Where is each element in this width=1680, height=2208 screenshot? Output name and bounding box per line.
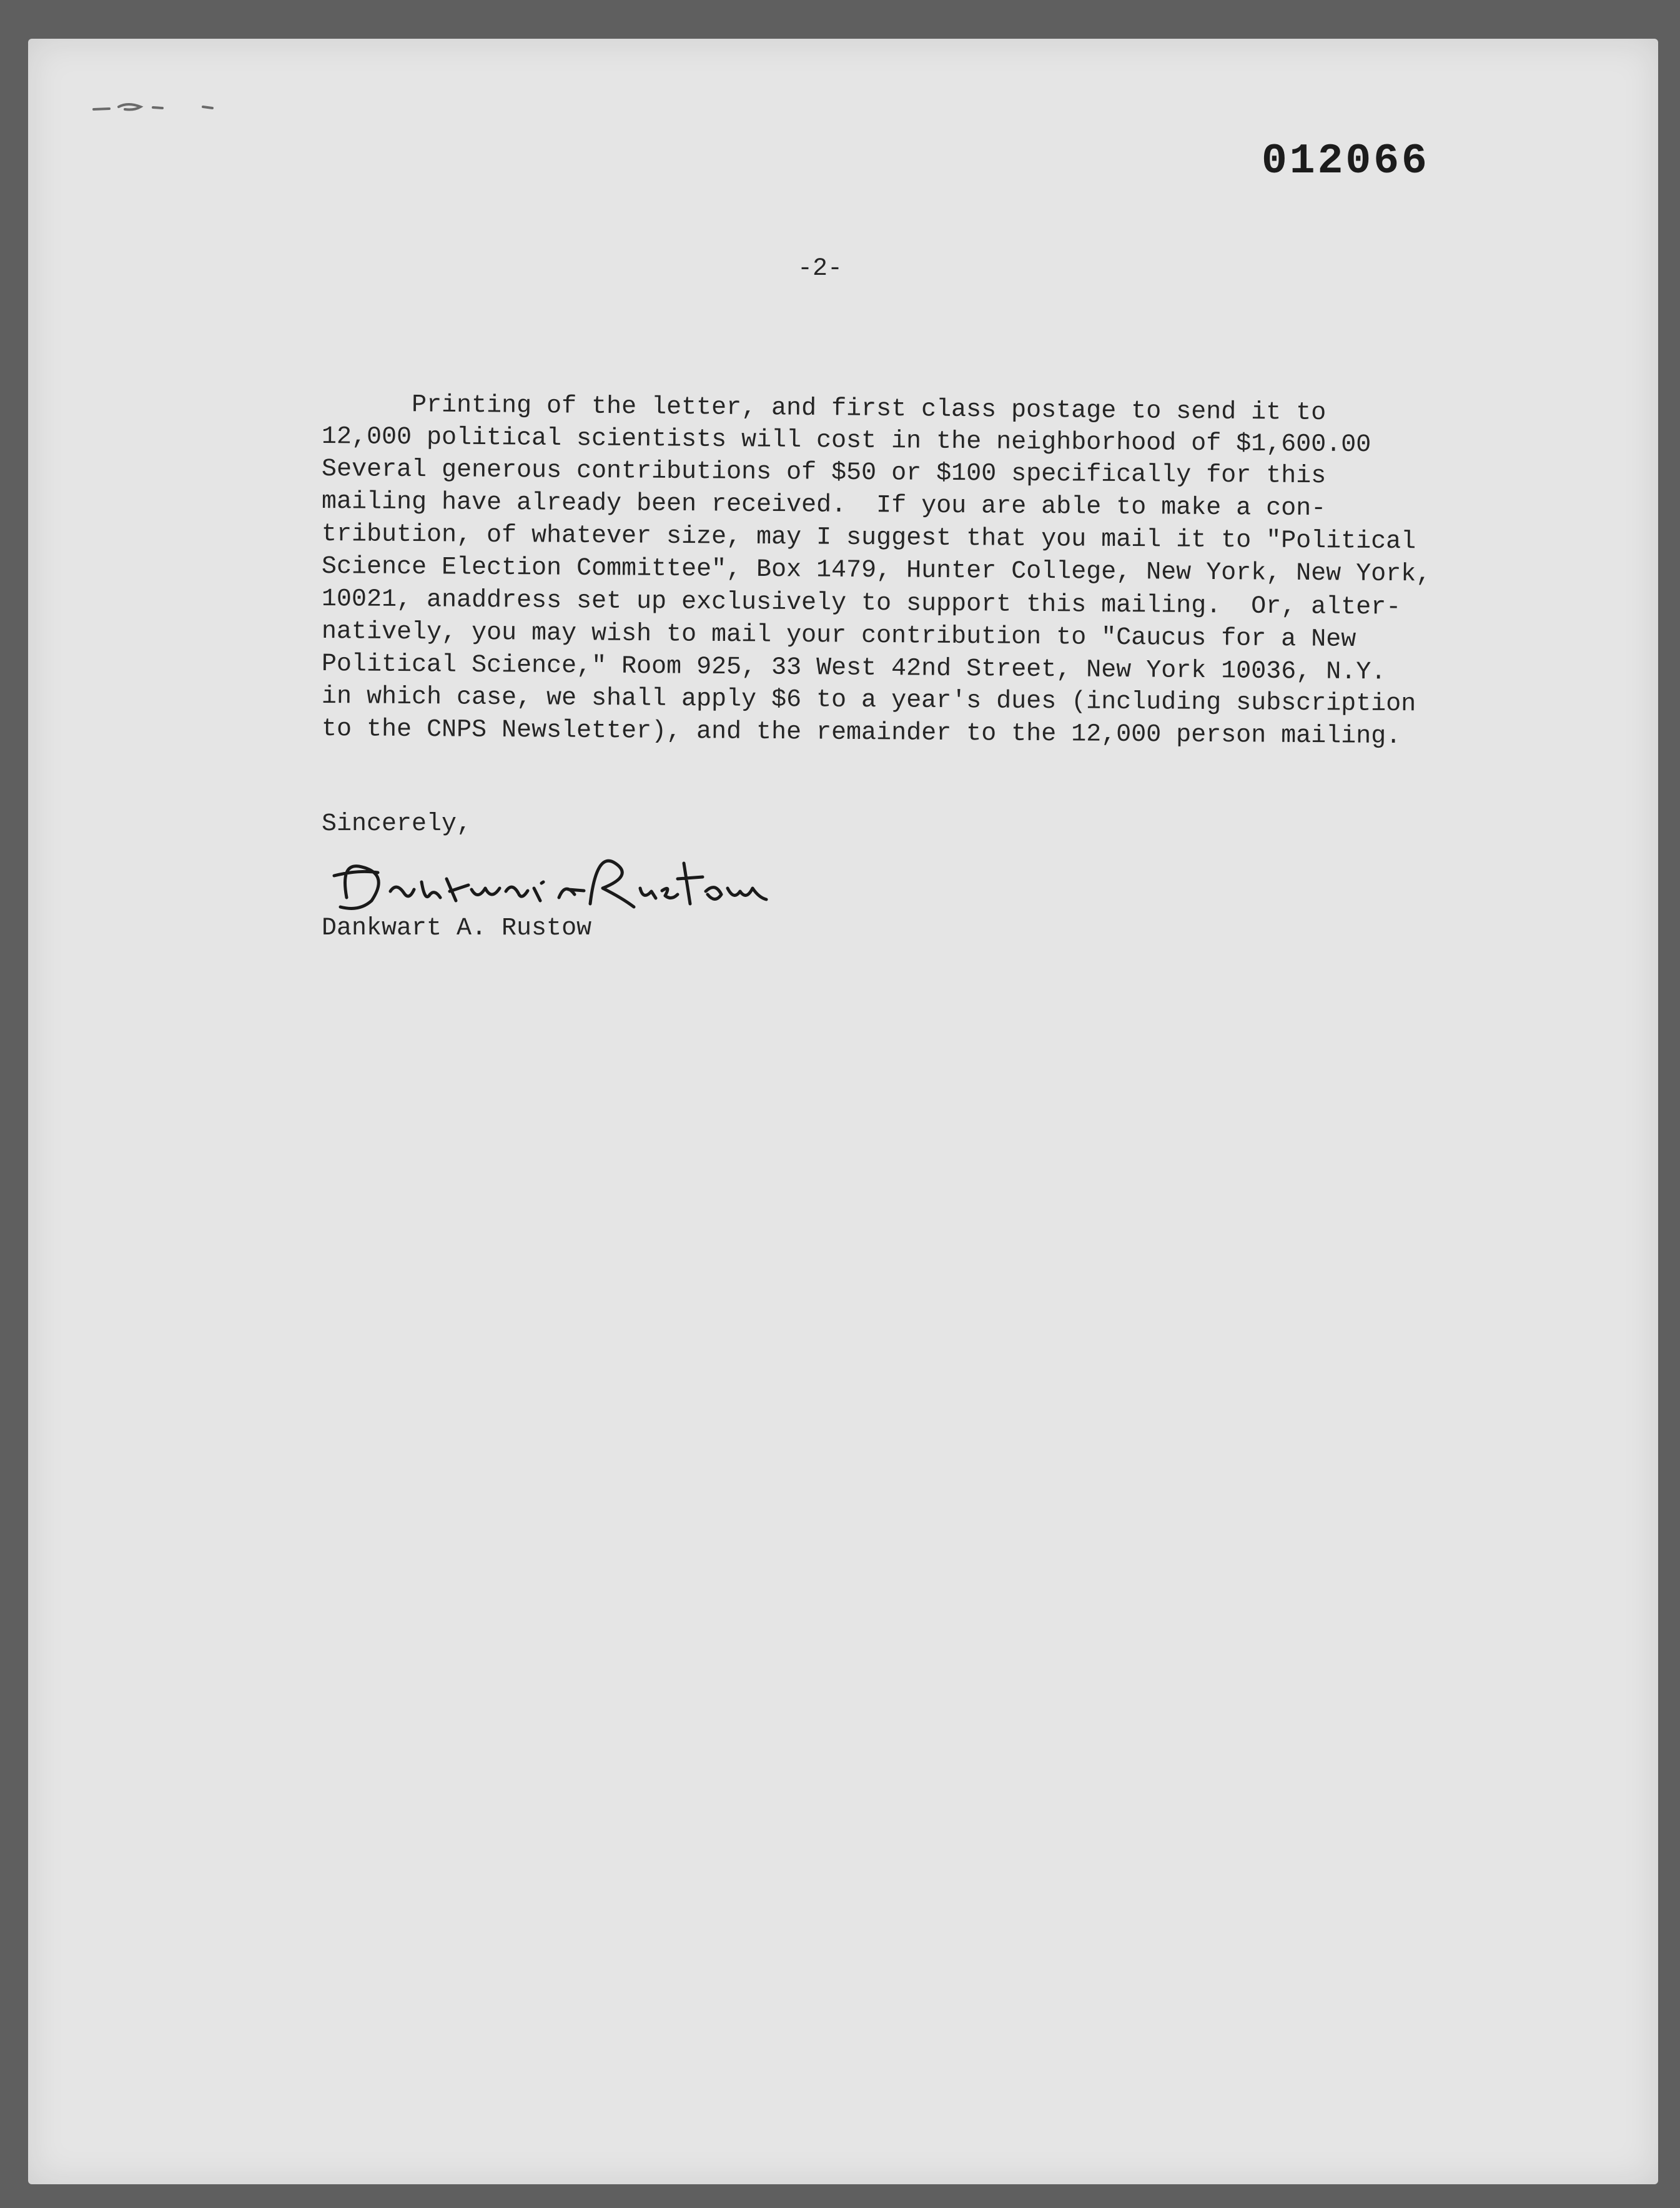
closing-salutation: Sincerely, [322,810,472,838]
body-line: mailing have already been received. If you are able to make a con- [321,488,1327,523]
body-line: Printing of the letter, and first class postage to send it to [321,390,1327,428]
page-number: -2- [798,255,843,283]
body-line: Political Science," Room 925, 33 West 42nd Street, New York 10036, N.Y. [321,650,1386,687]
body-line: Several generous contributions of $50 or $100 specifically for this [321,455,1327,491]
body-line: tribution, of whatever size, may I suggest that you mail it to "Political [321,520,1416,557]
document-number: 012066 [1262,137,1430,186]
body-line: Science Election Committee", Box 1479, Hunter College, New York, New York, [321,553,1431,589]
handwritten-signature [322,838,884,919]
letter-page [28,39,1658,2184]
body-line: to the CNPS Newsletter), and the remainder to the 12,000 person mailing. [321,715,1401,751]
letter-body [321,389,1571,751]
signer-name: Dankwart A. Rustow [322,914,592,943]
body-line: natively, you may wish to mail your contribution to "Caucus for a New [321,618,1356,655]
body-line: 12,000 political scientists will cost in the neighborhood of $1,600.00 [321,423,1371,460]
ink-smudge-mark [91,98,234,117]
body-line: in which case, we shall apply $6 to a year's dues (including subscription [321,683,1416,719]
body-line: 10021, anaddress set up exclusively to support this mailing. Or, alter- [321,585,1401,622]
